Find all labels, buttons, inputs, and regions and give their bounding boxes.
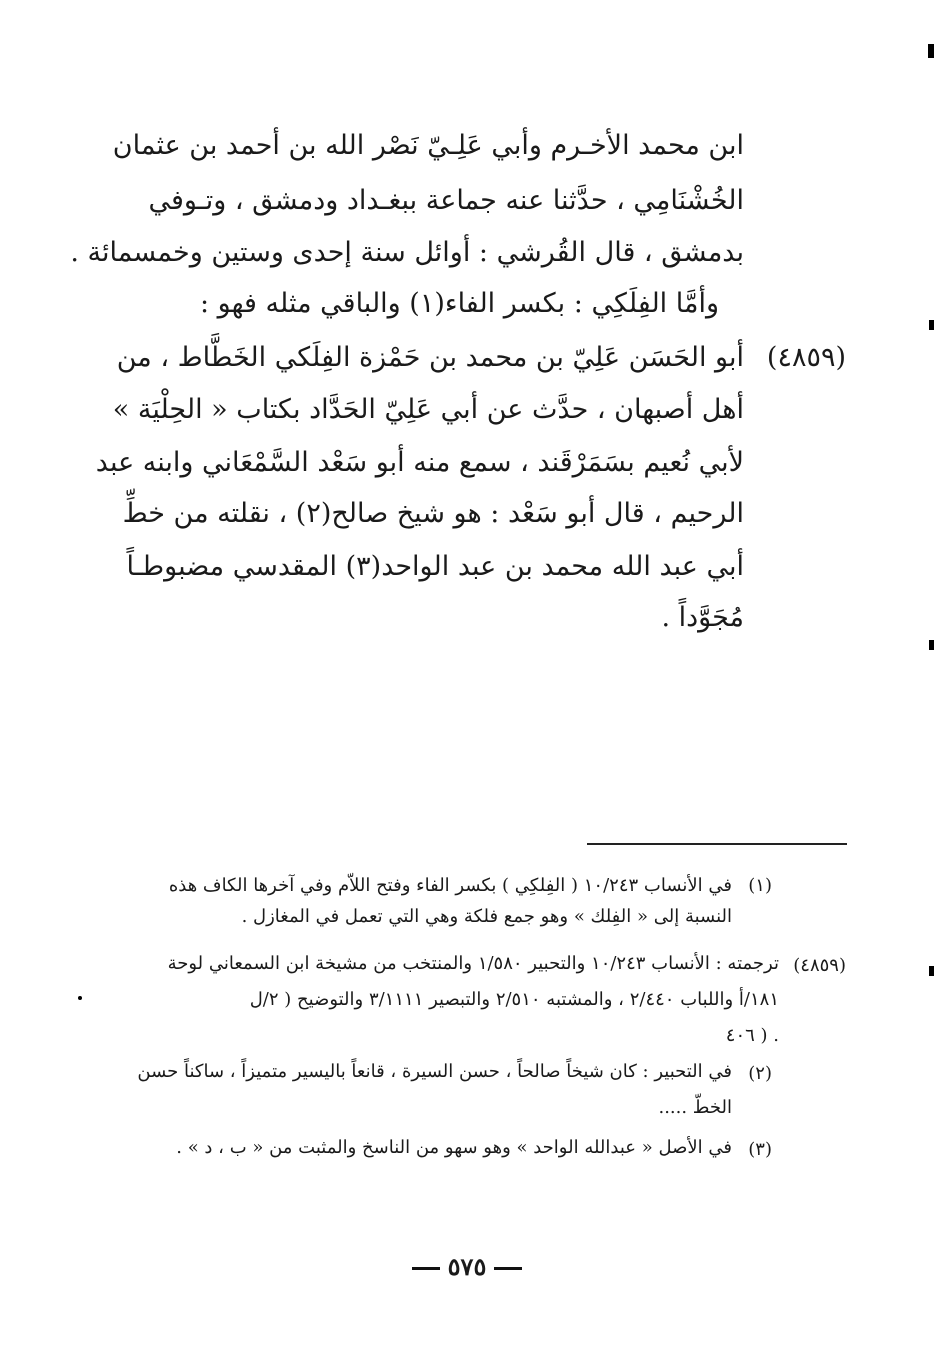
entry-line: الرحيم ، قال أبو سَعْد : هو شيخ صالح(٢) ، نقلته من خطِّ — [122, 498, 744, 529]
text-line: الخُشْنَامِي ، حدَّثنا عنه جماعة ببغـداد ودمشق ، وتـوفي — [148, 185, 744, 216]
footnote-line: في الأنساب ١٠/٢٤٣ ( الفِلكِي ) بكسر الفاء وفتح اللاّم وفي آخرها الكاف هذه — [168, 875, 732, 896]
footnote-line: ٤٠٦ ) . — [725, 1025, 779, 1046]
footnote-line: ١٨١/أ واللباب ٢/٤٤٠ ، والمشتبه ٢/٥١٠ والتبصير ٣/١١١١ والتوضيح ( ٢/ل — [249, 989, 779, 1010]
entry-line: أهل أصبهان ، حدَّث عن أبي عَلِيّ الحَدَّاد بكتاب « الحِلْيَة » — [112, 394, 744, 425]
text-line: ابن محمد الأخـرم وأبي عَلِـيّ نَصْر الله بن أحمد بن عثمان — [112, 130, 744, 161]
footnote-marker: (٢) — [748, 1063, 772, 1084]
footnote-line: في الأصل « عبدالله الواحد » وهو سهو من الناسخ والمثبت من « ب ، د » . — [176, 1137, 732, 1158]
footnote-marker: (١) — [748, 875, 772, 896]
entry-line: مُجَوَّداً . — [661, 602, 744, 633]
footnote-line: الخطّ ..... — [658, 1097, 732, 1118]
footnote-marker: (٤٨٥٩) — [793, 955, 846, 976]
page-number — [0, 1252, 934, 1281]
dash-right — [494, 1267, 522, 1270]
entry-line: أبو الحَسَن عَلِيّ بن محمد بن حَمْزة الفِلَكي الخَطَّاط ، من — [116, 342, 744, 373]
entry-line: لأبي نُعيم بسَمَرْقَند ، سمع منه أبو سَعْد السَّمْعَاني وابنه عبد — [95, 447, 744, 478]
footnote-line: ترجمته : الأنساب ١٠/٢٤٣ والتحبير ١/٥٨٠ والمنتخب من مشيخة ابن السمعاني لوحة — [167, 953, 779, 974]
footnote-line: في التحبير : كان شيخاً صالحاً ، حسن السيرة ، قانعاً باليسير متميزاً ، ساكناً حسن — [137, 1061, 732, 1082]
footnote-marker: (٣) — [748, 1139, 772, 1160]
entry-number: (٤٨٥٩) — [766, 342, 846, 373]
scan-mark — [929, 320, 934, 330]
scan-mark — [929, 966, 934, 976]
footnote-divider — [587, 843, 847, 845]
intro-line: وأمَّا الفِلَكِي : بكسر الفاء(١) والباقي مثله فهو : — [199, 288, 719, 319]
page-number-value: ٥٧٥ — [447, 1252, 487, 1281]
scan-mark — [929, 640, 934, 650]
dash-left — [412, 1267, 440, 1270]
scan-mark — [928, 44, 934, 58]
footnote-line: النسبة إلى « الفِلك » وهو جمع فلكة وهي التي تعمل في المغازل . — [241, 906, 732, 927]
text-line: بدمشق ، قال القُرشي : أوائل سنة إحدى وستين وخمسمائة . — [70, 237, 744, 268]
entry-line: أبي عبد الله محمد بن عبد الواحد(٣) المقدسي مضبوطـاً — [126, 551, 744, 582]
scan-dot — [78, 996, 82, 1000]
